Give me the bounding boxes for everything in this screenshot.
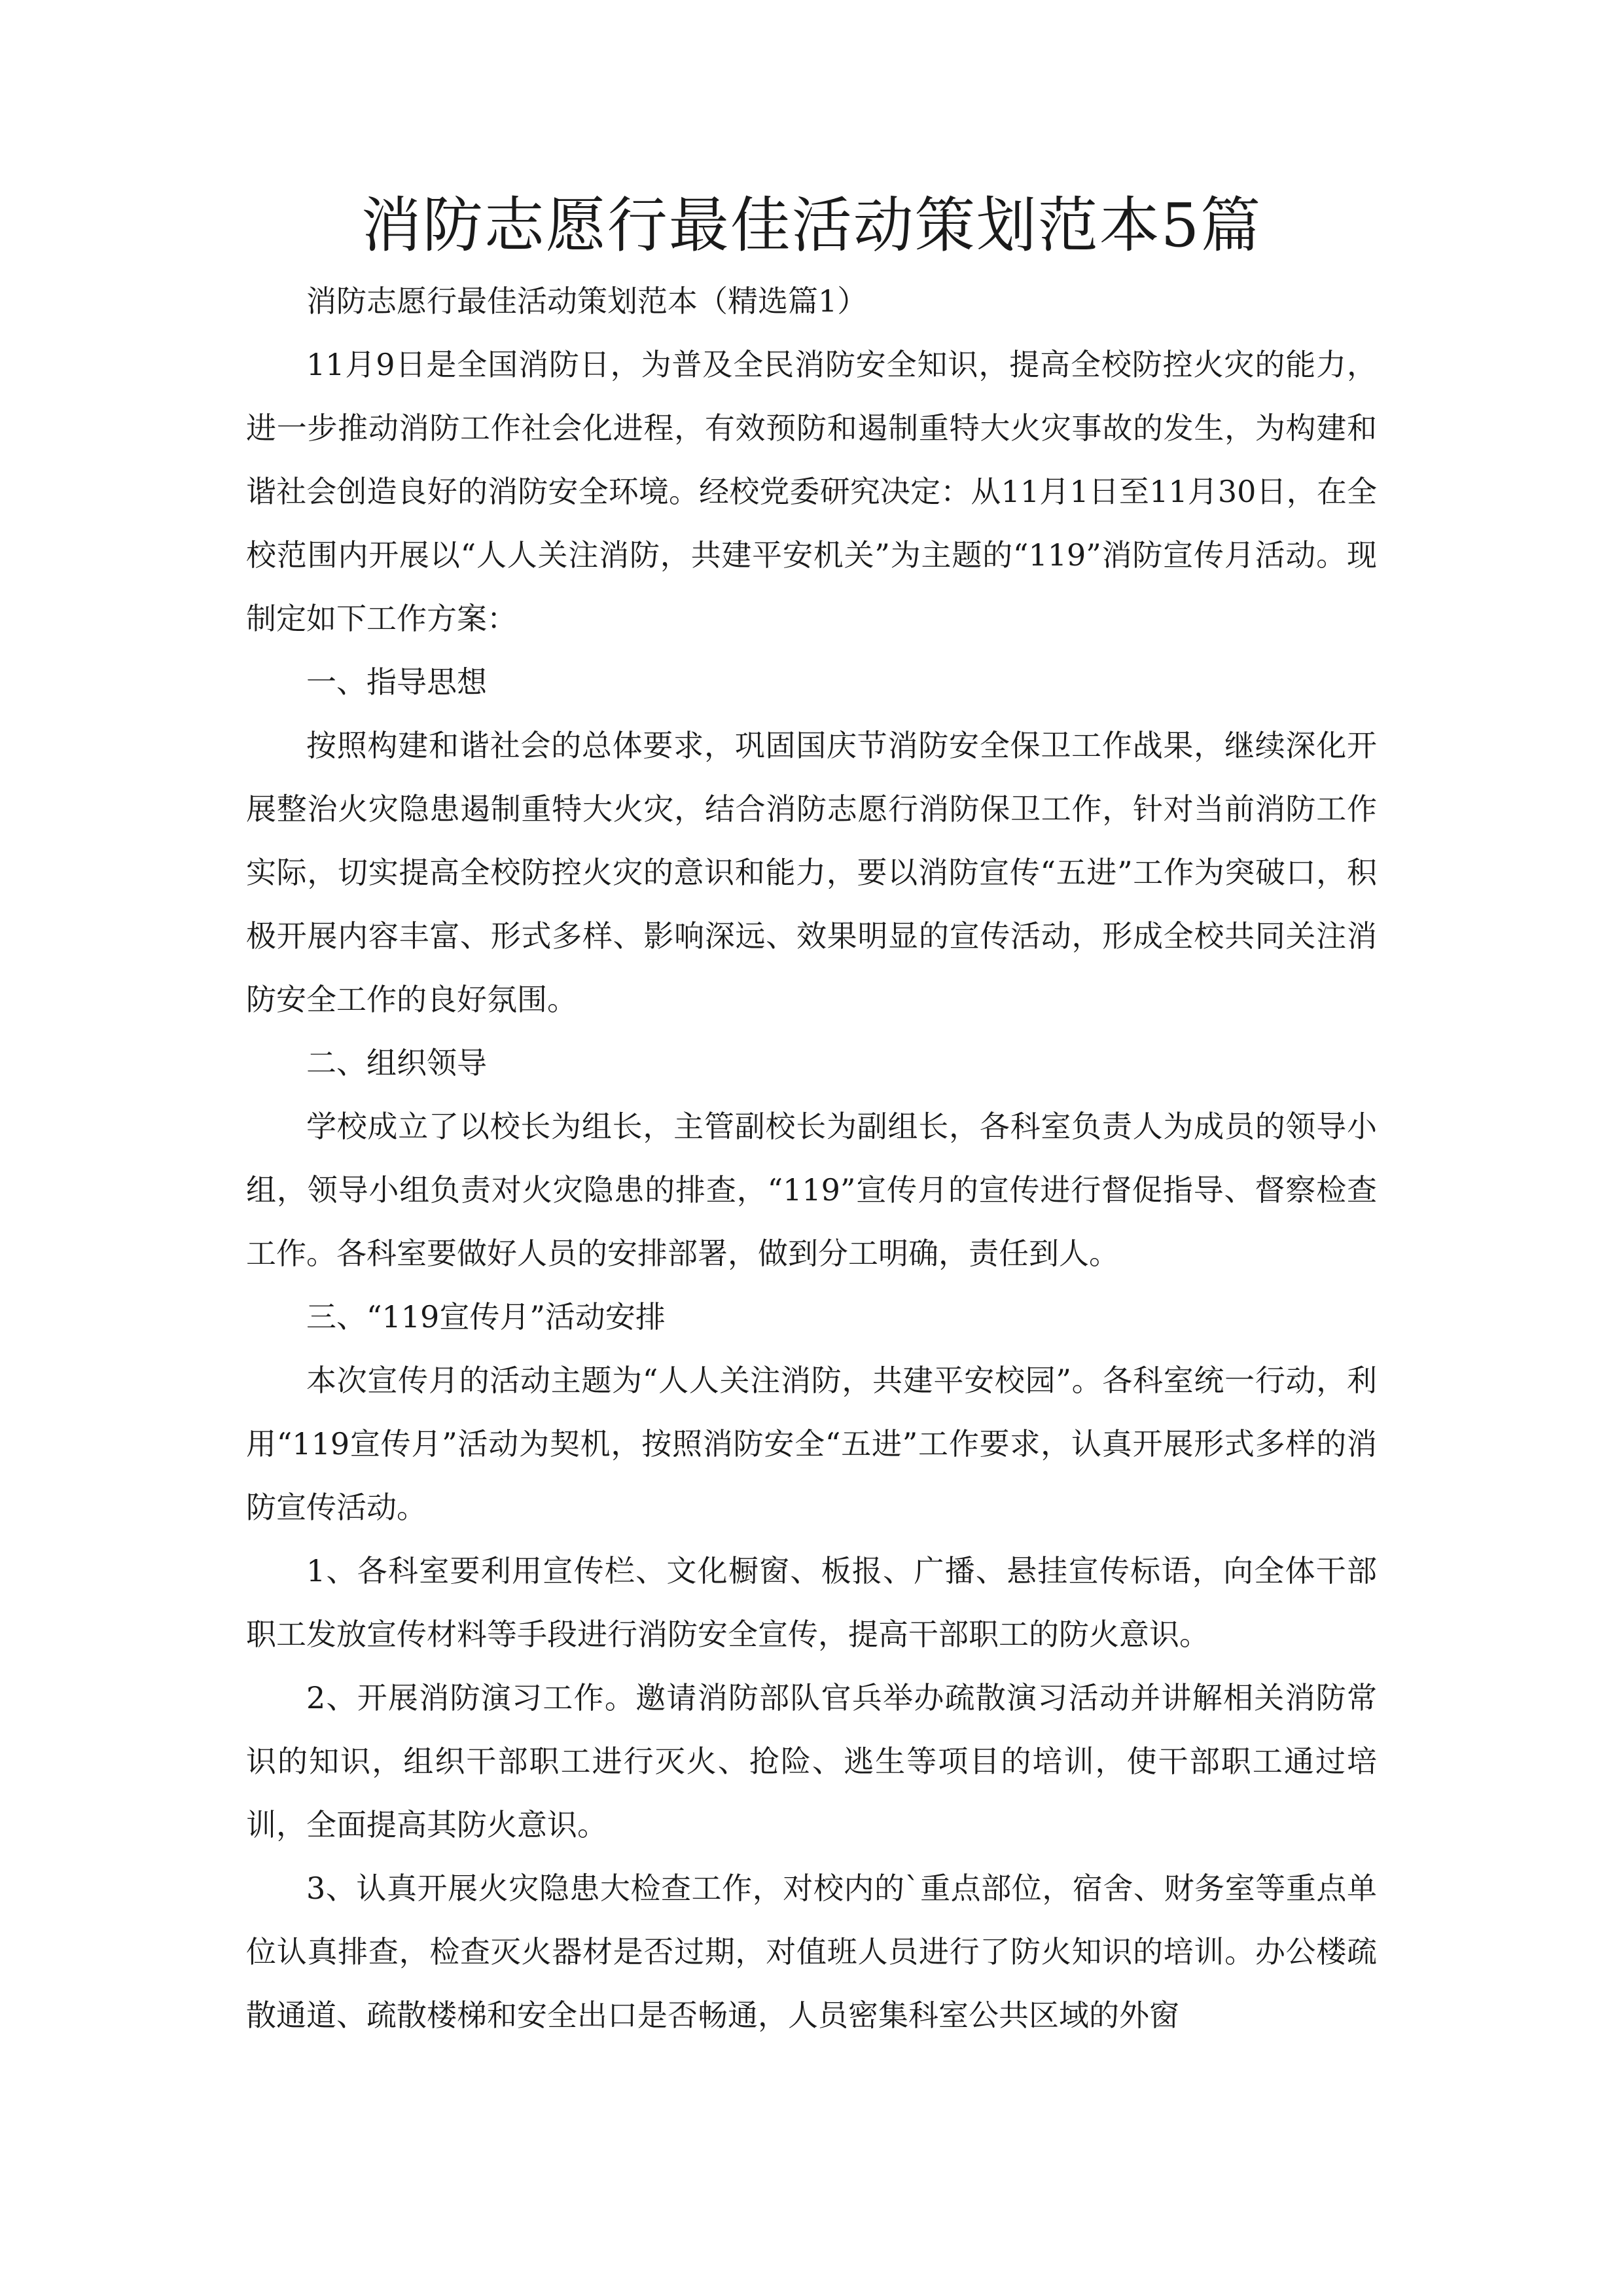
document-page	[246, 190, 1377, 2047]
list-item-3: 3、认真开展火灾隐患大检查工作，对校内的`重点部位，宿舍、财务室等重点单位认真排查，检查灭火器材是否过期，对值班人员进行了防火知识的培训。办公楼疏散通道、疏散楼梯和安全出口是否畅通，人员密集科室公共区域的外窗	[246, 1871, 1377, 2034]
section-heading-organization: 二、组织领导	[306, 1045, 487, 1081]
paragraph-intro: 11月9日是全国消防日，为普及全民消防安全知识，提高全校防控火灾的能力，进一步推动消防工作社会化进程，有效预防和遏制重特大火灾事故的发生，为构建和谐社会创造良好的消防安全环境。经校党委研究决定：从11月1日至11月30日，在全校范围内开展以“人人关注消防，共建平安机关”为主题的“119”消防宣传月活动。现制定如下工作方案：	[246, 347, 1377, 637]
section-heading-activity-arrangement: 三、“119宣传月”活动安排	[306, 1299, 666, 1335]
list-item-2: 2、开展消防演习工作。邀请消防部队官兵举办疏散演习活动并讲解相关消防常识的知识，组织干部职工进行灭火、抢险、逃生等项目的培训，使干部职工通过培训，全面提高其防火意识。	[246, 1680, 1377, 1843]
paragraph-guiding-ideology: 按照构建和谐社会的总体要求，巩固国庆节消防安全保卫工作战果，继续深化开展整治火灾隐患遏制重特大火灾，结合消防志愿行消防保卫工作，针对当前消防工作实际，切实提高全校防控火灾的意识和能力，要以消防宣传“五进”工作为突破口，积极开展内容丰富、形式多样、影响深远、效果明显的宣传活动，形成全校共同关注消防安全工作的良好氛围。	[246, 728, 1377, 1018]
paragraph-subtitle: 消防志愿行最佳活动策划范本（精选篇1）	[306, 283, 868, 319]
list-item-1: 1、各科室要利用宣传栏、文化橱窗、板报、广播、悬挂宣传标语，向全体干部职工发放宣传材料等手段进行消防安全宣传，提高干部职工的防火意识。	[246, 1553, 1377, 1653]
paragraph-organization: 学校成立了以校长为组长，主管副校长为副组长，各科室负责人为成员的领导小组，领导小组负责对火灾隐患的排查，“119”宣传月的宣传进行督促指导、督察检查工作。各科室要做好人员的安排部署，做到分工明确，责任到人。	[246, 1109, 1377, 1272]
document-title: 消防志愿行最佳活动策划范本5篇	[361, 190, 1262, 260]
paragraph-activity-theme: 本次宣传月的活动主题为“人人关注消防，共建平安校园”。各科室统一行动，利用“119宣传月”活动为契机，按照消防安全“五进”工作要求，认真开展形式多样的消防宣传活动。	[246, 1363, 1377, 1526]
section-heading-guiding-ideology: 一、指导思想	[306, 664, 487, 700]
